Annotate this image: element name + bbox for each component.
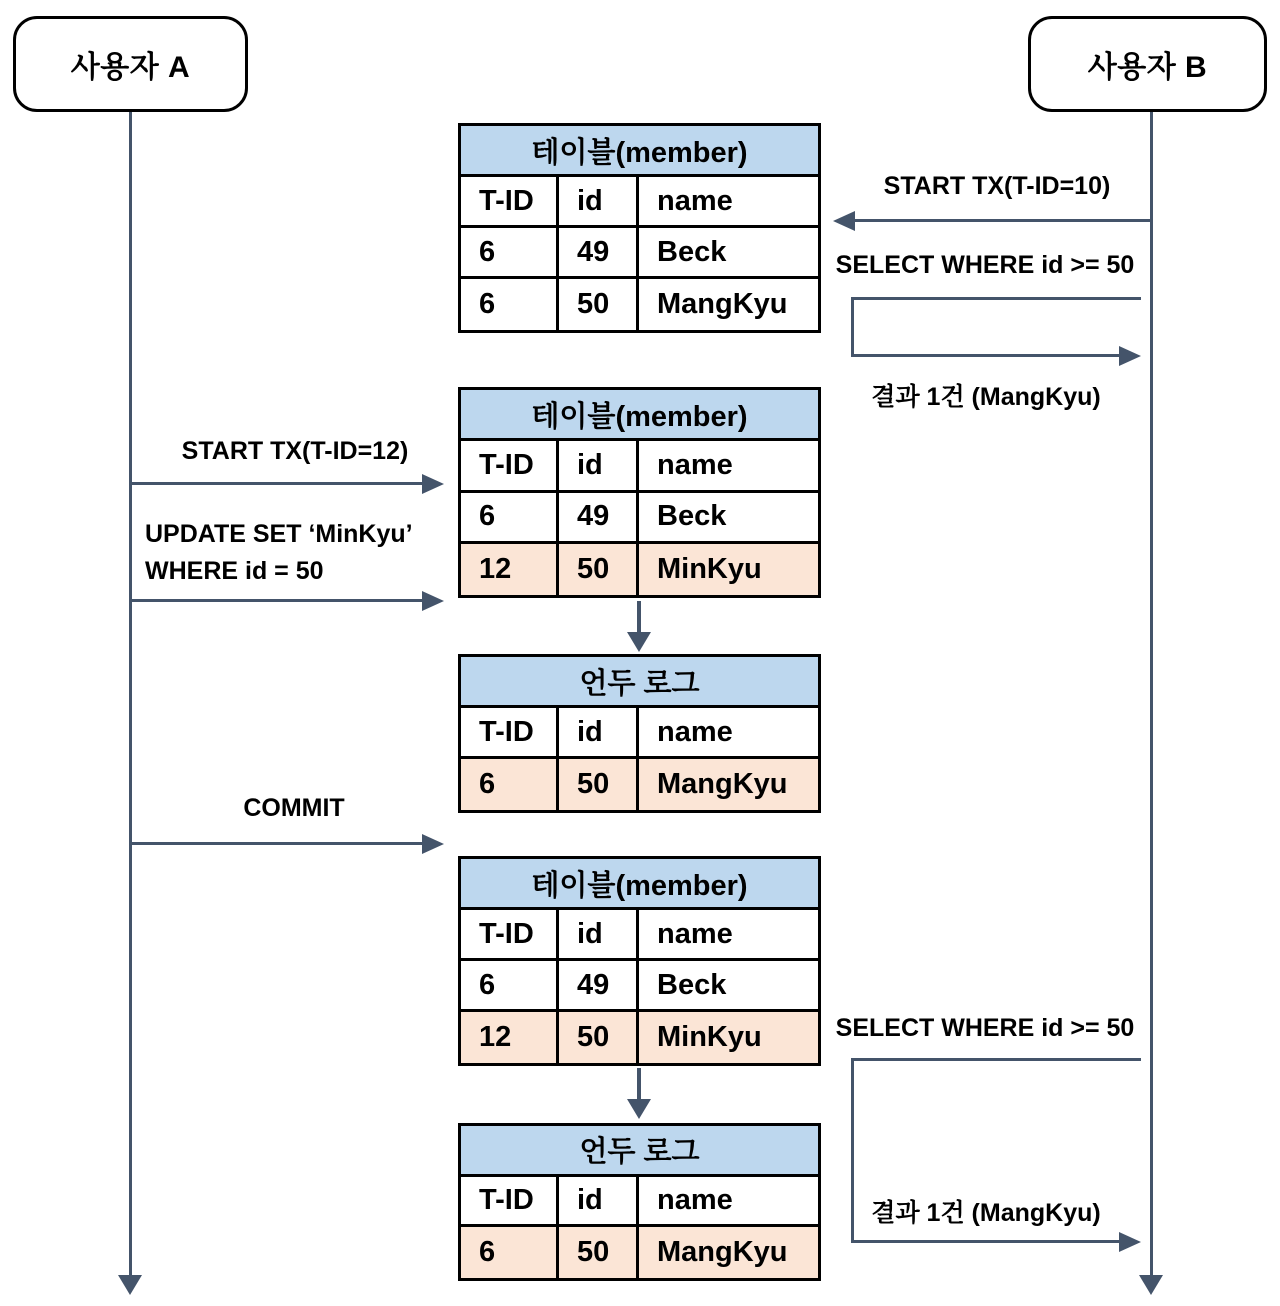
label-b-select-2: SELECT WHERE id >= 50 bbox=[835, 1014, 1135, 1042]
table-cell: 49 bbox=[559, 228, 639, 279]
arrow-b-start-tx-arrowhead-icon bbox=[833, 211, 855, 231]
column-header: name bbox=[639, 708, 818, 759]
column-header: T-ID bbox=[461, 177, 559, 228]
arrow-a-start-tx bbox=[131, 482, 424, 485]
table-cell: 49 bbox=[559, 961, 639, 1012]
loop1-bottom-line bbox=[851, 354, 1121, 357]
actor-label-user-b: 사용자 B bbox=[1087, 51, 1208, 84]
table-undo-log-2 bbox=[458, 1123, 821, 1281]
column-header: T-ID bbox=[461, 708, 559, 759]
table-cell-highlighted: 50 bbox=[559, 1227, 639, 1278]
arrow-a-start-tx-arrowhead-icon bbox=[422, 474, 444, 494]
label-b-result-2: 결과 1건 (MangKyu) bbox=[871, 1199, 1101, 1227]
table-cell-highlighted: 50 bbox=[559, 759, 639, 810]
table-member-initial bbox=[458, 123, 821, 333]
arrow-b-start-tx bbox=[853, 219, 1151, 222]
loop2-bottom-line bbox=[851, 1240, 1121, 1243]
actor-box-user-a bbox=[13, 16, 248, 112]
table-cell: 50 bbox=[559, 279, 639, 330]
arrow-a-update bbox=[131, 599, 424, 602]
table-cell: 6 bbox=[461, 961, 559, 1012]
loop1-left-line bbox=[851, 297, 854, 357]
column-header: id bbox=[559, 910, 639, 961]
table-cell-highlighted: MinKyu bbox=[639, 1012, 818, 1063]
label-b-select-1: SELECT WHERE id >= 50 bbox=[835, 251, 1135, 279]
loop1-arrowhead-icon bbox=[1119, 346, 1141, 366]
table-cell: MangKyu bbox=[639, 279, 818, 330]
loop2-arrowhead-icon bbox=[1119, 1232, 1141, 1252]
arrow-a-commit-arrowhead-icon bbox=[422, 834, 444, 854]
actor-label-user-a: 사용자 A bbox=[70, 51, 191, 84]
table-cell-highlighted: 6 bbox=[461, 1227, 559, 1278]
table-cell: Beck bbox=[639, 228, 818, 279]
table-cell-highlighted: 12 bbox=[461, 544, 559, 595]
table-cell: 49 bbox=[559, 493, 639, 544]
label-a-update-line1: UPDATE SET ‘MinKyu’ bbox=[145, 520, 413, 548]
table-cell: Beck bbox=[639, 493, 818, 544]
table-cell: Beck bbox=[639, 961, 818, 1012]
table-cell: 6 bbox=[461, 493, 559, 544]
label-a-update-line2: WHERE id = 50 bbox=[145, 557, 324, 585]
column-header: name bbox=[639, 441, 818, 492]
lifeline-a-arrowhead-icon bbox=[118, 1275, 142, 1295]
table-cell-highlighted: MinKyu bbox=[639, 544, 818, 595]
column-header: name bbox=[639, 910, 818, 961]
table-title: 테이블(member) bbox=[461, 859, 818, 910]
loop2-left-line bbox=[851, 1058, 854, 1243]
connector-table3-to-undo2 bbox=[637, 1068, 641, 1101]
column-header: id bbox=[559, 708, 639, 759]
table-cell-highlighted: MangKyu bbox=[639, 759, 818, 810]
table-cell: 6 bbox=[461, 279, 559, 330]
arrow-a-commit bbox=[131, 842, 424, 845]
label-a-update bbox=[145, 516, 413, 590]
column-header: id bbox=[559, 441, 639, 492]
label-a-start-tx: START TX(T-ID=12) bbox=[181, 437, 409, 465]
arrow-a-update-arrowhead-icon bbox=[422, 591, 444, 611]
column-header: id bbox=[559, 177, 639, 228]
table-cell-highlighted: 12 bbox=[461, 1012, 559, 1063]
lifeline-b-arrowhead-icon bbox=[1139, 1275, 1163, 1295]
lifeline-user-a bbox=[129, 112, 132, 1277]
column-header: name bbox=[639, 1177, 818, 1228]
column-header: id bbox=[559, 1177, 639, 1228]
loop2-top-line bbox=[851, 1058, 1141, 1061]
table-title: 언두 로그 bbox=[461, 657, 818, 708]
table-member-after-update bbox=[458, 387, 821, 598]
label-b-result-1: 결과 1건 (MangKyu) bbox=[871, 383, 1101, 411]
column-header: T-ID bbox=[461, 441, 559, 492]
table-title: 테이블(member) bbox=[461, 390, 818, 441]
actor-box-user-b bbox=[1028, 16, 1267, 112]
column-header: T-ID bbox=[461, 1177, 559, 1228]
column-header: T-ID bbox=[461, 910, 559, 961]
table-cell-highlighted: MangKyu bbox=[639, 1227, 818, 1278]
table-title: 언두 로그 bbox=[461, 1126, 818, 1177]
table-undo-log-1 bbox=[458, 654, 821, 813]
table-cell-highlighted: 6 bbox=[461, 759, 559, 810]
lifeline-user-b bbox=[1150, 112, 1153, 1277]
connector-table2-to-undo1 bbox=[637, 601, 641, 634]
connector2-arrowhead-icon bbox=[627, 1099, 651, 1119]
connector1-arrowhead-icon bbox=[627, 632, 651, 652]
label-b-start-tx: START TX(T-ID=10) bbox=[883, 172, 1111, 200]
table-member-after-commit bbox=[458, 856, 821, 1066]
table-title: 테이블(member) bbox=[461, 126, 818, 177]
table-cell-highlighted: 50 bbox=[559, 544, 639, 595]
table-cell: 6 bbox=[461, 228, 559, 279]
table-cell-highlighted: 50 bbox=[559, 1012, 639, 1063]
column-header: name bbox=[639, 177, 818, 228]
loop1-top-line bbox=[851, 297, 1141, 300]
label-a-commit: COMMIT bbox=[243, 794, 345, 822]
